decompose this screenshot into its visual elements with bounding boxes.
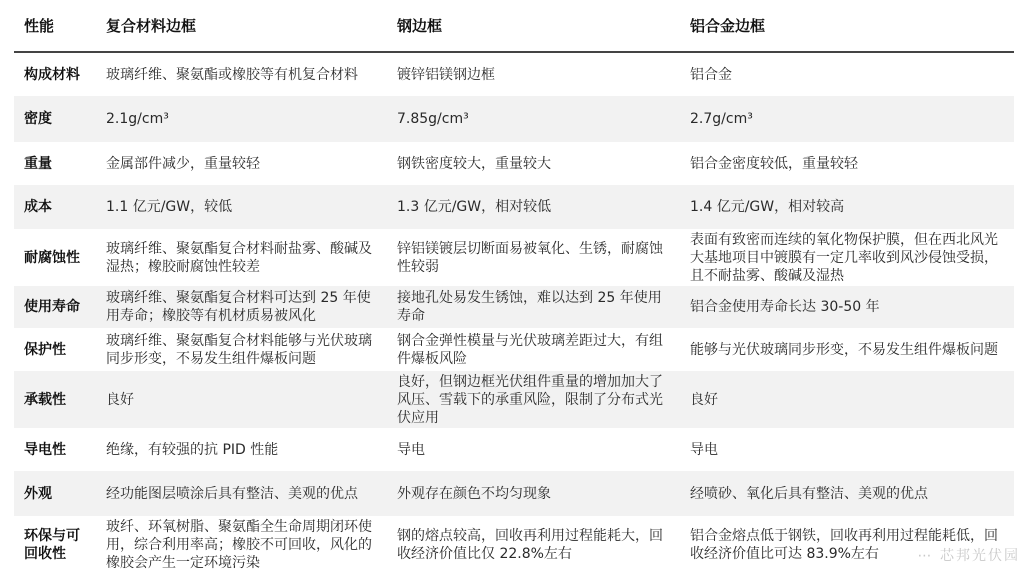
cell-steel: 良好，但钢边框光伏组件重量的增加加大了风压、雪载下的承重风险，限制了分布式光伏应用 — [387, 371, 680, 428]
cell-aluminum: 铝合金熔点低于钢铁，回收再利用过程能耗低，回收经济价值比可达 83.9%左右 — [680, 516, 1014, 573]
header-steel-frame: 钢边框 — [387, 0, 680, 52]
table-row — [14, 142, 1014, 185]
cell-steel: 锌铝镁镀层切断面易被氧化、生锈，耐腐蚀性较弱 — [387, 229, 680, 286]
cell-composite: 玻璃纤维、聚氨酯复合材料能够与光伏玻璃同步形变，不易发生组件爆板问题 — [96, 328, 387, 371]
cell-composite: 玻璃纤维、聚氨酯复合材料可达到 25 年使用寿命；橡胶等有机材质易被风化 — [96, 286, 387, 328]
row-label: 环保与可回收性 — [14, 516, 96, 573]
cell-composite: 1.1 亿元/GW，较低 — [96, 185, 387, 229]
cell-composite: 玻璃纤维、聚氨酯复合材料耐盐雾、酸碱及湿热；橡胶耐腐蚀性较差 — [96, 229, 387, 286]
cell-aluminum: 2.7g/cm³ — [680, 96, 1014, 142]
row-label: 密度 — [14, 96, 96, 142]
cell-aluminum: 铝合金 — [680, 52, 1014, 96]
cell-steel: 钢铁密度较大，重量较大 — [387, 142, 680, 185]
row-label: 耐腐蚀性 — [14, 229, 96, 286]
cell-composite: 玻纤、环氧树脂、聚氨酯全生命周期闭环使用，综合利用率高；橡胶不可回收，风化的橡胶会产生一定环境污染 — [96, 516, 387, 573]
row-label: 保护性 — [14, 328, 96, 371]
table-row — [14, 471, 1014, 516]
table-row — [14, 229, 1014, 286]
cell-steel: 外观存在颜色不均匀现象 — [387, 471, 680, 516]
cell-composite: 玻璃纤维、聚氨酯或橡胶等有机复合材料 — [96, 52, 387, 96]
row-label: 使用寿命 — [14, 286, 96, 328]
cell-composite: 金属部件减少，重量较轻 — [96, 142, 387, 185]
cell-composite: 经功能图层喷涂后具有整洁、美观的优点 — [96, 471, 387, 516]
table-header-row — [14, 0, 1014, 52]
header-composite-frame: 复合材料边框 — [96, 0, 387, 52]
table-row — [14, 328, 1014, 371]
row-label: 外观 — [14, 471, 96, 516]
watermark: ⋯ 芯邦光伏园 — [918, 545, 1020, 565]
frame-comparison-table — [14, 0, 1014, 573]
cell-steel: 7.85g/cm³ — [387, 96, 680, 142]
cell-steel: 导电 — [387, 428, 680, 471]
table-row — [14, 96, 1014, 142]
cell-aluminum: 表面有致密而连续的氧化物保护膜，但在西北风光大基地项目中镀膜有一定几率收到风沙侵蚀受损，且不耐盐雾、酸碱及湿热 — [680, 229, 1014, 286]
table-row — [14, 371, 1014, 428]
cell-steel: 钢合金弹性模量与光伏玻璃差距过大，有组件爆板风险 — [387, 328, 680, 371]
cell-aluminum: 良好 — [680, 371, 1014, 428]
table-row — [14, 428, 1014, 471]
row-label: 承载性 — [14, 371, 96, 428]
cell-steel: 接地孔处易发生锈蚀，难以达到 25 年使用寿命 — [387, 286, 680, 328]
cell-aluminum: 铝合金使用寿命长达 30-50 年 — [680, 286, 1014, 328]
table-row — [14, 516, 1014, 573]
cell-aluminum: 导电 — [680, 428, 1014, 471]
cell-steel: 镀锌铝镁钢边框 — [387, 52, 680, 96]
table-row — [14, 286, 1014, 328]
header-aluminum-frame: 铝合金边框 — [680, 0, 1014, 52]
row-label: 重量 — [14, 142, 96, 185]
cell-composite: 绝缘，有较强的抗 PID 性能 — [96, 428, 387, 471]
header-property: 性能 — [14, 0, 96, 52]
cell-composite: 2.1g/cm³ — [96, 96, 387, 142]
cell-composite: 良好 — [96, 371, 387, 428]
row-label: 成本 — [14, 185, 96, 229]
cell-aluminum: 铝合金密度较低，重量较轻 — [680, 142, 1014, 185]
row-label: 构成材料 — [14, 52, 96, 96]
cell-steel: 1.3 亿元/GW，相对较低 — [387, 185, 680, 229]
cell-aluminum: 能够与光伏玻璃同步形变，不易发生组件爆板问题 — [680, 328, 1014, 371]
cell-steel: 钢的熔点较高，回收再利用过程能耗大，回收经济价值比仅 22.8%左右 — [387, 516, 680, 573]
cell-aluminum: 1.4 亿元/GW，相对较高 — [680, 185, 1014, 229]
table-row — [14, 52, 1014, 96]
comparison-table-wrapper — [14, 0, 1014, 573]
cell-aluminum: 经喷砂、氧化后具有整洁、美观的优点 — [680, 471, 1014, 516]
row-label: 导电性 — [14, 428, 96, 471]
table-row — [14, 185, 1014, 229]
